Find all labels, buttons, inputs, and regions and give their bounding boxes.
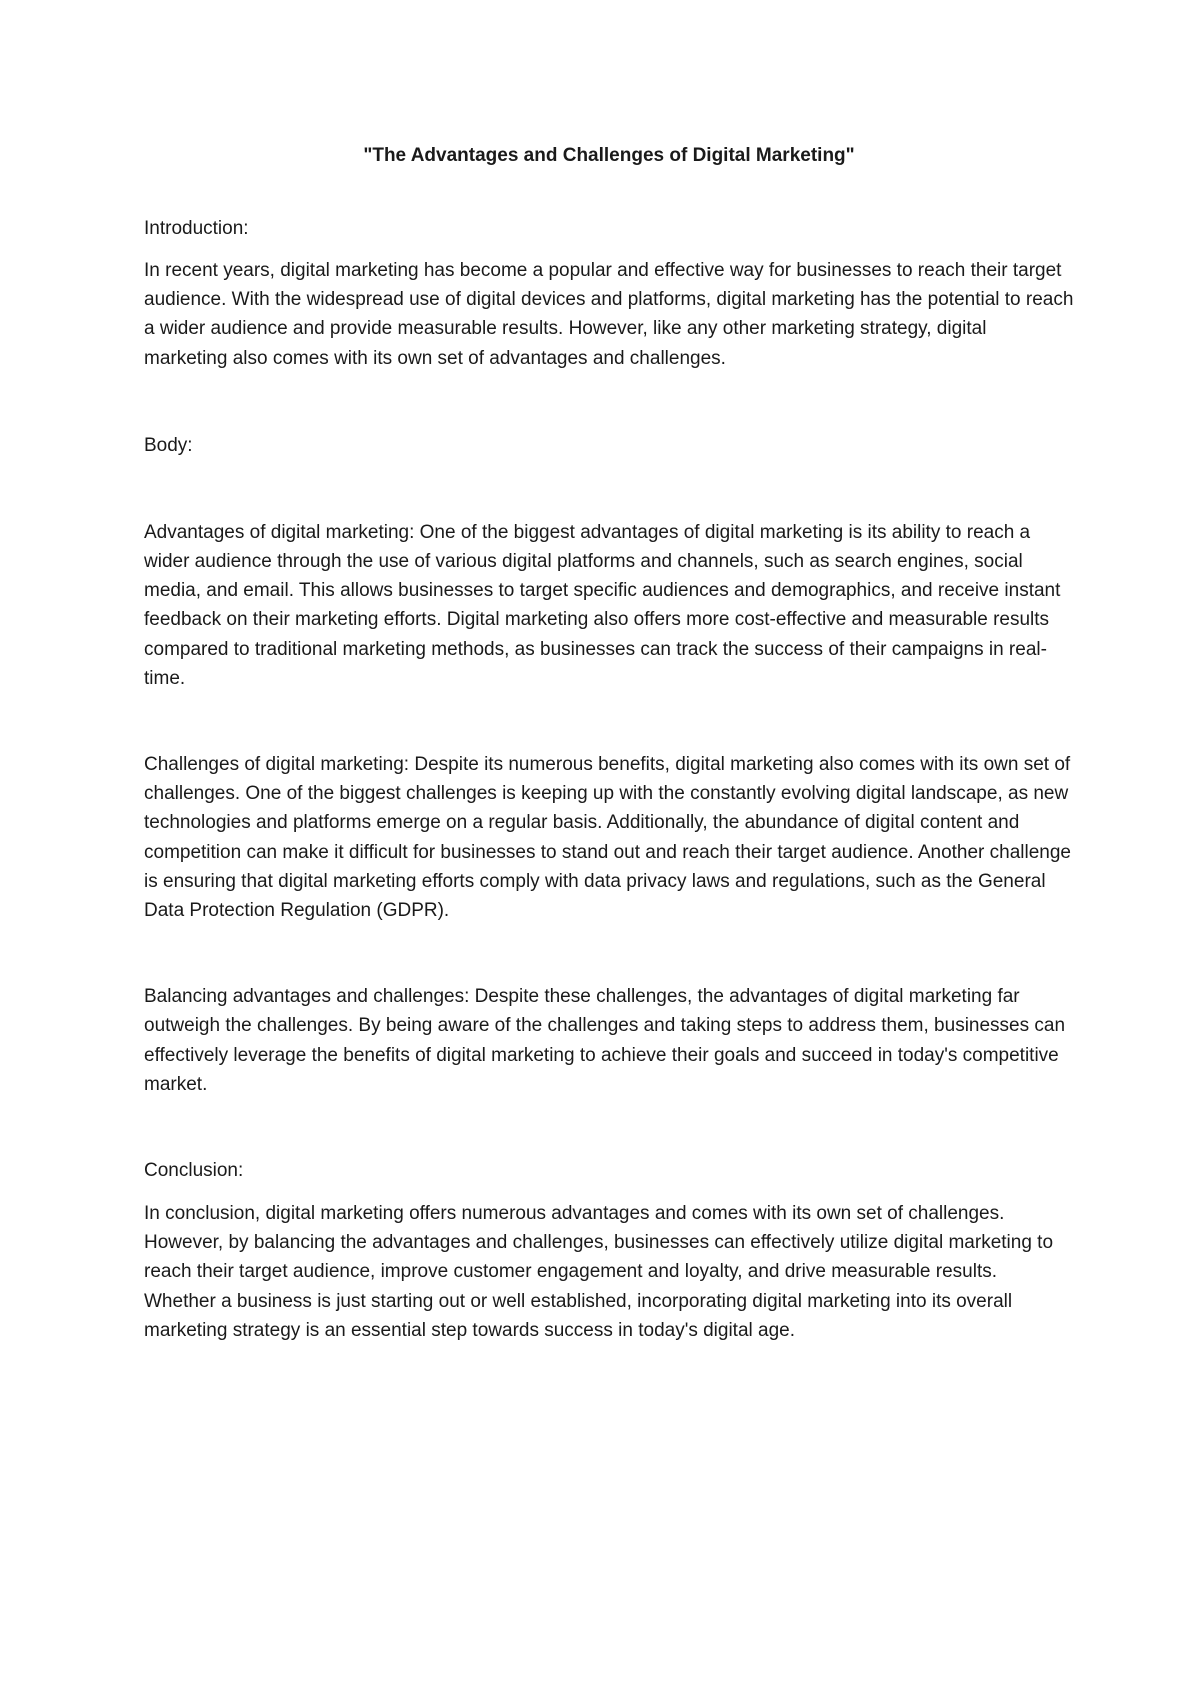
document-title: "The Advantages and Challenges of Digital Marketing" [363, 145, 855, 166]
conclusion-paragraph: In conclusion, digital marketing offers numerous advantages and comes with its own set of challenges. However, by balancing the advantages and challenges, businesses can effectively utilize digital marketing to reach their target audience, improve customer engagement and loyalty, and drive measurable results. Whether a business is just starting out or well established, incorporating digital marketing into its overall marketing strategy is an essential step towards success in today's digital age. [144, 1203, 1054, 1341]
advantages-paragraph: Advantages of digital marketing: One of the biggest advantages of digital marketing is its ability to reach a wider audience through the use of various digital platforms and channels, such as search engines, social media, and email. This allows businesses to target specific audiences and demographics, and receive instant feedback on their marketing efforts. Digital marketing also offers more cost-effective and measurable results compared to traditional marketing methods, as businesses can track the success of their campaigns in real-time. [144, 521, 1061, 689]
body-heading: Body: [144, 434, 193, 456]
balancing-paragraph: Balancing advantages and challenges: Despite these challenges, the advantages of digital marketing far outweigh the challenges. By being aware of the challenges and taking steps to address them, businesses can effectively leverage the benefits of digital marketing to achieve their goals and succeed in today's competitive market. [144, 986, 1066, 1095]
document-content [144, 142, 1074, 1345]
conclusion-heading: Conclusion: [144, 1160, 244, 1182]
introduction-paragraph: In recent years, digital marketing has become a popular and effective way for businesses to reach their target audience. With the widespread use of digital devices and platforms, digital marketing has the potential to reach a wider audience and provide measurable results. However, like any other marketing strategy, digital marketing also comes with its own set of advantages and challenges. [144, 260, 1074, 369]
introduction-heading: Introduction: [144, 218, 249, 239]
challenges-paragraph: Challenges of digital marketing: Despite its numerous benefits, digital marketing also comes with its own set of challenges. One of the biggest challenges is keeping up with the constantly evolving digital landscape, as new technologies and platforms emerge on a regular basis. Additionally, the abundance of digital content and competition can make it difficult for businesses to stand out and reach their target audience. Another challenge is ensuring that digital marketing efforts comply with data privacy laws and regulations, such as the General Data Protection Regulation (GDPR). [144, 754, 1071, 922]
